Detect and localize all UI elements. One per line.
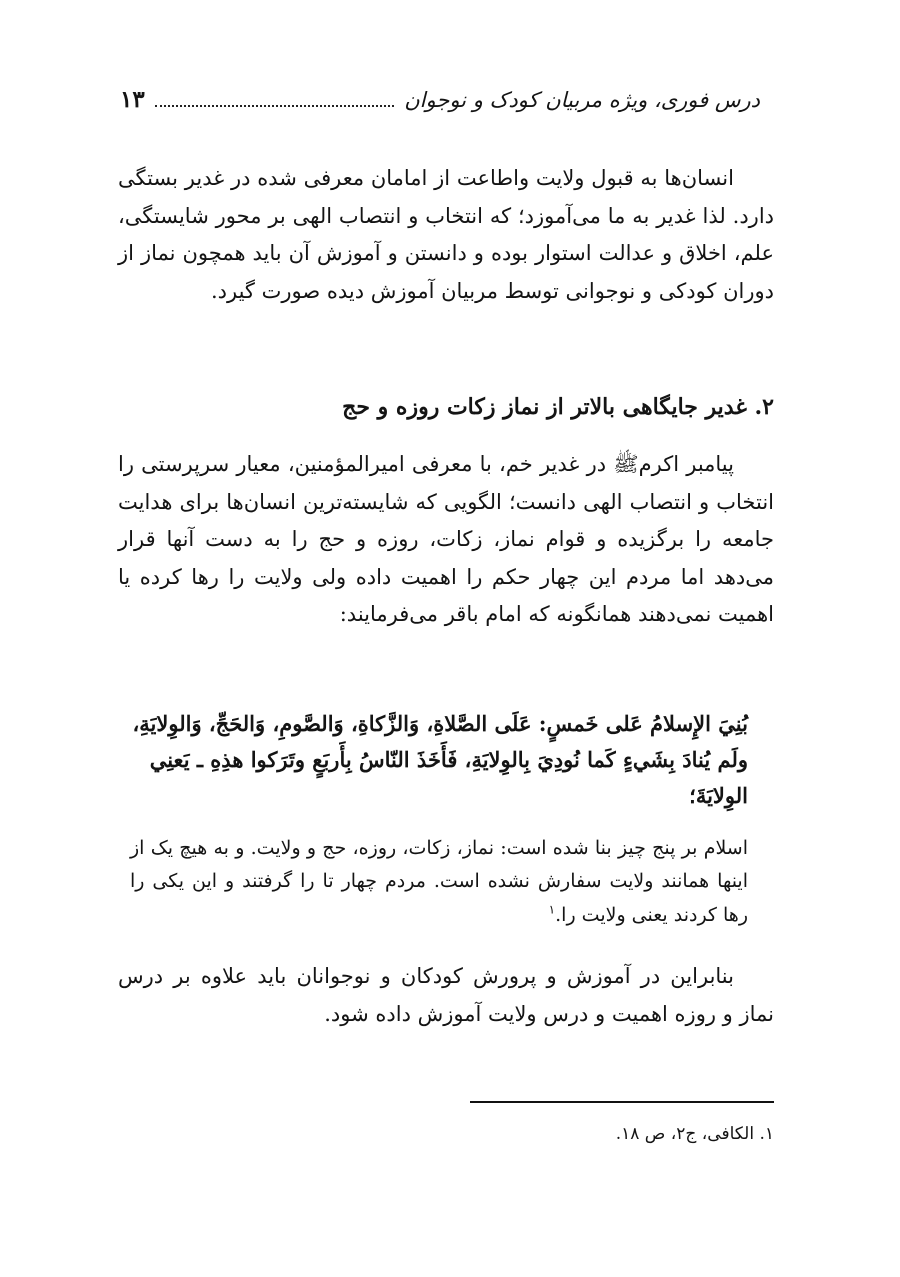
header-dot-leader: [155, 91, 395, 107]
paragraph-2-text: پیامبر اکرمﷺ در غدیر خم، با معرفی امیرالمؤمنین، معیار سرپرستی را انتخاب و انتصاب الهی دانست؛ الگویی که شایسته‌ترین انسان‌ها برای هدایت جامعه را برگزیده و قوام نماز، زکات، روزه و حج را به دست آنها قرار می‌دهد اما مردم این چهار حکم را اهمیت داده ولی ولایت را رها کرده یا اهمیت نمی‌دهند همانگونه که امام باقر می‌فرمایند:: [118, 452, 774, 627]
footnote-divider: [470, 1101, 774, 1103]
paragraph-3: [118, 958, 774, 1033]
section-heading: ۲. غدیر جایگاهی بالاتر از نماز زکات روزه و حج: [342, 394, 774, 420]
running-header: [120, 86, 760, 113]
hadith-translation-text: اسلام بر پنج چیز بنا شده است: نماز، زکات، روزه، حج و ولایت. و به هیچ یک از اینها همانند ولایت سفارش نشده است. مردم چهار تا را گرفتند و این یکی را رها کردند یعنی ولایت را.: [130, 837, 748, 926]
footnote-marker[interactable]: ۱: [548, 902, 556, 917]
paragraph-2: [118, 446, 774, 634]
paragraph-1-text: انسان‌ها به قبول ولایت واطاعت از امامان معرفی شده در غدیر بستگی دارد. لذا غدیر به ما می‌آموزد؛ که انتخاب و انتصاب الهی بر محور شایستگی، علم، اخلاق و عدالت استوار بوده و دانستن و آموزش آن باید همچون نماز از دوران کودکی و نوجوانی توسط مربیان آموزش دیده صورت گیرد.: [118, 166, 774, 303]
paragraph-1: [118, 160, 774, 310]
footnote: ۱. الکافی، ج۲، ص ۱۸.: [615, 1124, 774, 1144]
header-title: درس فوری، ویژه مربیان کودک و نوجوان: [404, 88, 760, 112]
paragraph-3-text: بنابراین در آموزش و پرورش کودکان و نوجوانان باید علاوه بر درس نماز و روزه اهمیت و درس ولایت آموزش داده شود.: [118, 964, 774, 1026]
hadith-translation: [130, 832, 748, 932]
page-number: ۱۳: [120, 86, 145, 113]
hadith-arabic: بُنِيَ الإِسلامُ عَلى خَمسٍ: عَلَى الصَّلاةِ، وَالزَّكاةِ، وَالصَّومِ، وَالحَجِّ، وَالوِلايَةِ، ولَم يُنادَ بِشَيءٍ كَما نُودِيَ بِالوِلايَةِ، فَأَخَذَ النّاسُ بِأَربَعٍ وتَرَكوا هذِهِ ـ يَعنِي الوِلايَةَ؛: [132, 711, 748, 809]
